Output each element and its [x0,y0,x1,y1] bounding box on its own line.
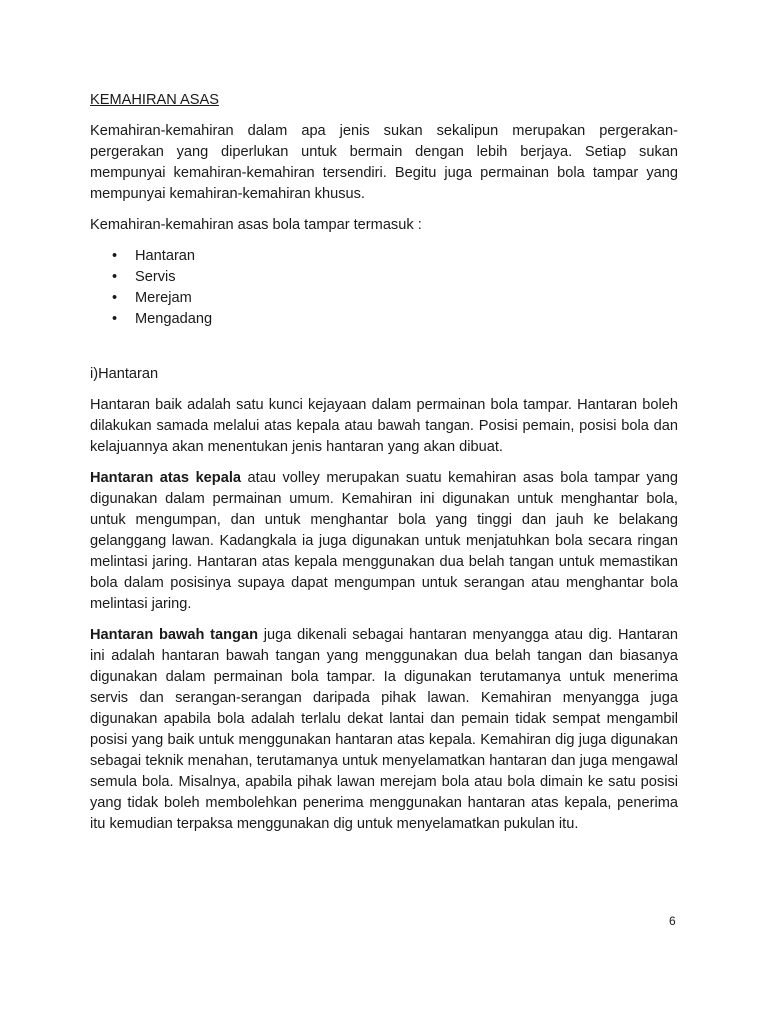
bullet-icon: • [112,248,118,264]
bawah-tangan-text: juga dikenali sebagai hantaran menyangga atau dig. Hantaran ini adalah hantaran bawah tangan yang menggunakan dua belah tangan dan biasanya digunakan dalam permainan bola tampar. Ia digunakan terutamanya untuk menerima servis dan serangan-serangan daripada pihak lawan. Kemahiran menyangga juga digunakan apabila bola adalah terlalu dekat lantai dan pemain tidak sempat mengambil posisi yang baik untuk menggunakan hantaran atas kepala. Kemahiran dig juga digunakan sebagai teknik menahan, terutamanya untuk menyelamatkan hantaran dan juga mengawal semula bola. Misalnya, apabila pihak lawan merejam bola atau bola dimain ke satu posisi yang tidak boleh membolehkan penerima menggunakan hantaran atas kepala, penerima itu kemudian terpaksa menggunakan dig untuk menyelamatkan pukulan itu. [90,627,678,832]
list-item [90,309,678,330]
atas-kepala-text: atau volley merupakan suatu kemahiran asas bola tampar yang digunakan dalam permainan umum. Kemahiran ini digunakan untuk menghantar bola, untuk mengumpan, dan untuk menghantar bola yang tinggi dan jauh ke belakang gelanggang lawan. Kadangkala ia juga digunakan untuk menjatuhkan bola secara ringan melintasi jaring. Hantaran atas kepala menggunakan dua belah tangan untuk memastikan bola dalam posisinya supaya dapat mengumpan untuk serangan atau menghantar bola melintasi jaring. [90,470,678,612]
atas-kepala-term: Hantaran atas kepala [90,470,241,486]
intro-paragraph: Kemahiran-kemahiran dalam apa jenis sukan sekalipun merupakan pergerakan-pergerakan yang diperlukan untuk bermain dengan lebih berjaya. Setiap sukan mempunyai kemahiran-kemahiran tersendiri. Begitu juga permainan bola tampar yang mempunyai kemahiran-kemahiran khusus. [90,123,678,202]
atas-kepala-paragraph [90,468,678,615]
list-item [90,267,678,288]
skills-list [90,246,678,330]
list-intro: Kemahiran-kemahiran asas bola tampar termasuk : [90,217,422,233]
section-title: i)Hantaran [90,366,159,382]
page-number: 6 [669,914,676,928]
bullet-icon: • [112,269,118,285]
list-item [90,246,678,267]
bullet-icon: • [112,290,118,306]
bullet-icon: • [112,311,118,327]
document-page [90,90,678,845]
skill-label: Mengadang [135,311,213,327]
skill-label: Servis [135,269,176,285]
bawah-tangan-term: Hantaran bawah tangan [90,627,258,643]
hantaran-paragraph: Hantaran baik adalah satu kunci kejayaan dalam permainan bola tampar. Hantaran boleh dilakukan samada melalui atas kepala atau bawah tangan. Posisi pemain, posisi bola dan kelajuannya akan menentukan jenis hantaran yang akan dibuat. [90,397,678,455]
page-heading: KEMAHIRAN ASAS [90,92,219,108]
skill-label: Hantaran [135,248,196,264]
skill-label: Merejam [135,290,192,306]
bawah-tangan-paragraph [90,625,678,835]
list-item [90,288,678,309]
